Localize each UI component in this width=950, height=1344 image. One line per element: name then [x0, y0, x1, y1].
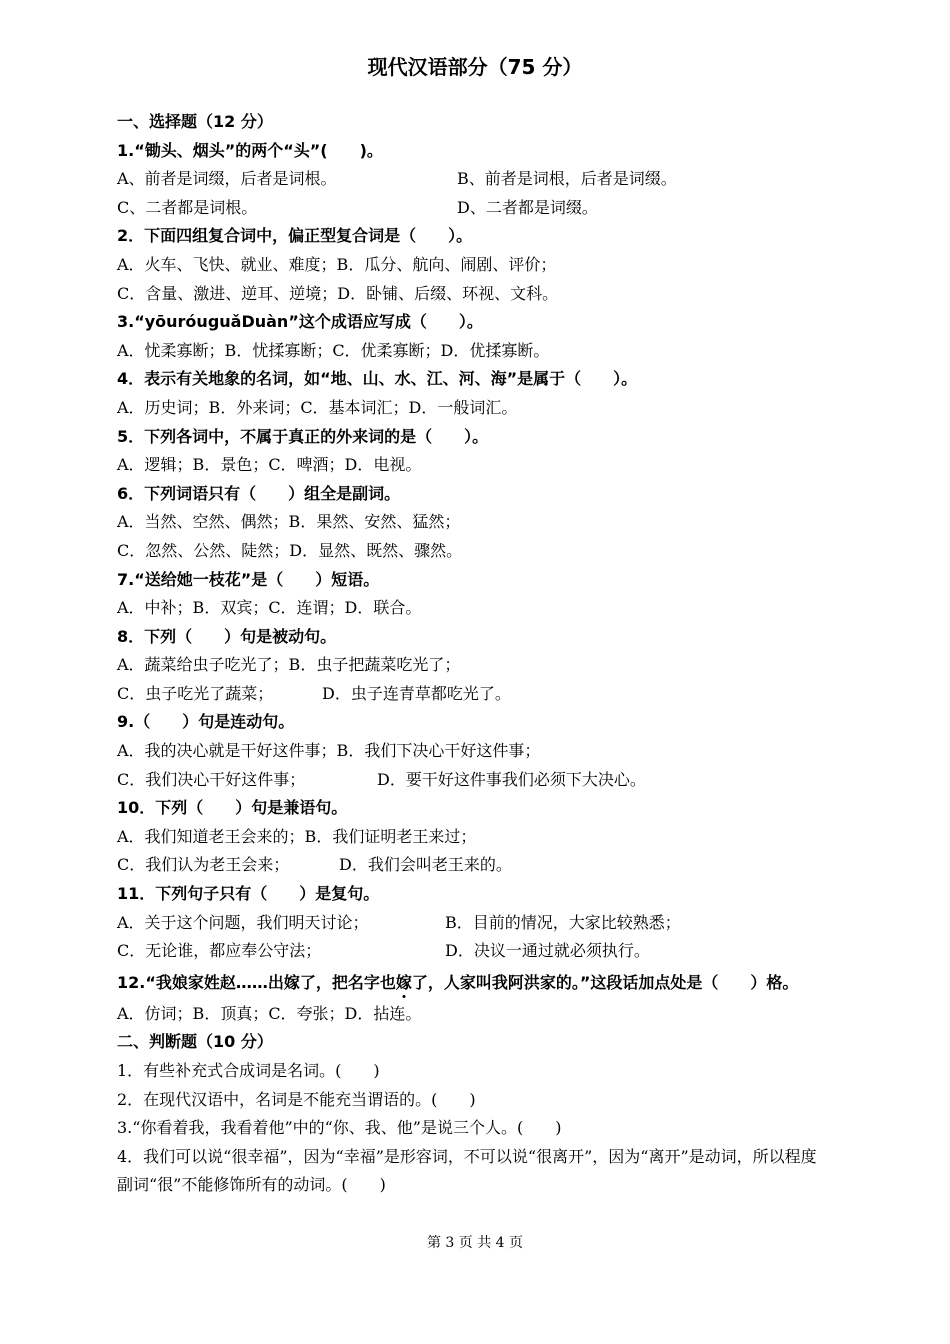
option-c: C、二者都是词根。 — [117, 197, 258, 217]
exam-body — [117, 108, 837, 1200]
question-10-options-row2 — [117, 851, 837, 880]
page-footer: 第 3 页 共 4 页 — [426, 1235, 524, 1251]
question-12-stem-end: 了，人家叫我阿洪家的。”这段话加点处是（ ）格。 — [411, 972, 799, 992]
option-d: D．我们会叫老王来的。 — [339, 855, 512, 875]
question-2-options-row1: A．火车、飞快、就业、难度；B．瓜分、航向、闹剧、评价； — [117, 254, 557, 274]
option-c: C．虫子吃光了蔬菜； — [117, 683, 274, 703]
judgement-4: 4．我们可以说“很幸福”，因为“幸福”是形容词，不可以说“很离开”，因为“离开”是动词，所以程度副词“很”不能修饰所有的动词。( ) — [117, 1146, 817, 1195]
question-8-options-row2 — [117, 680, 837, 709]
question-7-stem: 7.“送给她一枝花”是（ ）短语。 — [117, 569, 380, 589]
question-5-options: A．逻辑；B．景色；C．啤酒；D．电视。 — [117, 455, 422, 475]
question-7-options: A．中补；B．双宾；C．连谓；D．联合。 — [117, 598, 422, 618]
judgement-2: 2．在现代汉语中，名词是不能充当谓语的。( ) — [117, 1089, 476, 1109]
section-heading-judgement: 二、判断题（10 分） — [117, 1032, 273, 1052]
page-title: 现代汉语部分（75 分） — [367, 55, 583, 79]
option-a: A．关于这个问题，我们明天讨论； — [117, 912, 369, 932]
question-9-stem: 9.（ ）句是连动句。 — [117, 712, 295, 732]
question-2-options-row2: C．含量、激进、逆耳、逆境；D．卧铺、后缀、环视、文科。 — [117, 283, 559, 303]
question-10-stem: 10．下列（ ）句是兼语句。 — [117, 798, 348, 818]
option-d: D．决议一通过就必须执行。 — [445, 941, 650, 961]
option-c: C．我们认为老王会来； — [117, 855, 290, 875]
question-3-stem: 3.“yōuróuguǎDuàn”这个成语应写成（ ）。 — [117, 312, 483, 332]
question-1-options-row1 — [117, 165, 837, 194]
question-6-stem: 6．下列词语只有（ ）组全是副词。 — [117, 483, 401, 503]
section-heading-choice: 一、选择题（12 分） — [117, 112, 273, 131]
judgement-1: 1．有些补充式合成词是名词。( ) — [117, 1061, 380, 1080]
option-d: D．虫子连青草都吃光了。 — [322, 683, 511, 703]
option-d: D、二者都是词缀。 — [457, 197, 598, 217]
question-8-stem: 8．下列（ ）句是被动句。 — [117, 626, 337, 646]
option-c: C．我们决心干好这件事； — [117, 769, 306, 789]
question-12-options: A．仿词；B．顶真；C．夸张；D．拈连。 — [117, 1003, 422, 1023]
option-a: A、前者是词缀，后者是词根。 — [117, 169, 337, 189]
question-6-options-row2: C．忽然、公然、陡然；D．显然、既然、骤然。 — [117, 540, 463, 560]
question-1-options-row2 — [117, 194, 837, 223]
question-2-stem: 2．下面四组复合词中，偏正型复合词是（ ）。 — [117, 226, 473, 246]
option-b: B、前者是词根，后者是词缀。 — [457, 169, 677, 189]
question-9-options-row2 — [117, 766, 837, 795]
option-c: C．无论谁，都应奉公守法； — [117, 941, 322, 961]
judgement-3: 3.“你看着我，我看着他”中的“你、我、他”是说三个人。( ) — [117, 1118, 562, 1138]
option-d: D．要干好这件事我们必须下大决心。 — [377, 769, 646, 789]
question-11-stem: 11．下列句子只有（ ）是复句。 — [117, 884, 380, 904]
emphasis-dot-char: 嫁 — [395, 972, 412, 992]
question-4-stem: 4．表示有关地象的名词，如“地、山、水、江、河、海”是属于（ ）。 — [117, 369, 638, 389]
question-11-options-row2 — [117, 937, 837, 966]
question-8-options-row1: A．蔬菜给虫子吃光了；B．虫子把蔬菜吃光了； — [117, 655, 461, 675]
question-1-stem: 1.“锄头、烟头”的两个“头”( )。 — [117, 140, 383, 160]
question-12-stem — [117, 966, 837, 1000]
question-5-stem: 5．下列各词中，不属于真正的外来词的是（ ）。 — [117, 426, 489, 446]
question-11-options-row1 — [117, 909, 837, 938]
option-b: B．目前的情况，大家比较熟悉； — [445, 912, 681, 932]
question-12-stem-start: 12.“我娘家姓赵……出嫁了，把名字也 — [117, 972, 396, 992]
question-4-options: A．历史词；B．外来词；C．基本词汇；D．一般词汇。 — [117, 397, 518, 417]
question-6-options-row1: A．当然、空然、偶然；B．果然、安然、猛然； — [117, 512, 461, 532]
question-9-options-row1: A．我的决心就是干好这件事；B．我们下决心干好这件事； — [117, 741, 541, 761]
question-10-options-row1: A．我们知道老王会来的；B．我们证明老王来过； — [117, 826, 477, 846]
question-3-options: A．忧柔寡断；B．忧揉寡断；C．优柔寡断；D．优揉寡断。 — [117, 340, 550, 360]
